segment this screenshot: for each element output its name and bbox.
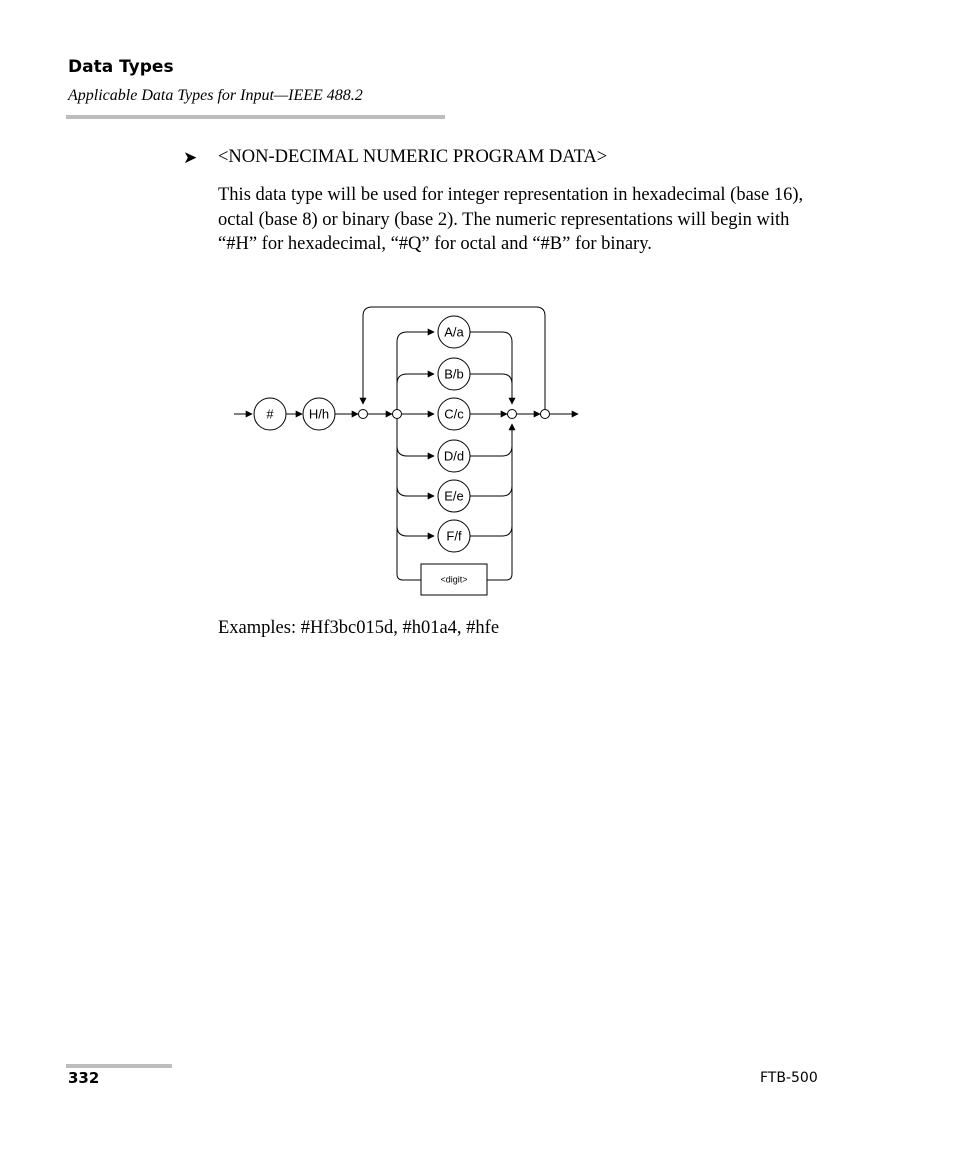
branch-d-label: D/d: [443, 448, 465, 464]
branch-b-in: [397, 374, 434, 384]
hash-label: #: [266, 406, 274, 422]
branch-a-label: A/a: [444, 324, 464, 340]
digit-label: <digit>: [440, 574, 468, 585]
branch-a-out: [470, 332, 512, 404]
product-name: FTB-500: [760, 1070, 818, 1086]
syntax-diagram: [218, 298, 598, 598]
body-paragraph: This data type will be used for integer representation in hexadecimal (base 16), octal (base 8) or binary (base 2). The numeric representations will begin with “#H” for hexadecimal, “#Q” for octal and “#B” for binary.: [218, 185, 804, 255]
footer-divider: [66, 1064, 172, 1068]
loop-end-junction: [541, 410, 550, 419]
branch-e-label: E/e: [444, 488, 464, 504]
branch-f-out: [470, 526, 512, 536]
digit-out: [487, 424, 512, 580]
left-rail-top: [397, 332, 434, 410]
branch-d-out: [470, 446, 512, 456]
branch-c-label: C/c: [444, 406, 464, 422]
branch-f-label: F/f: [446, 528, 462, 544]
branch-d-in: [397, 446, 434, 456]
branch-e-out: [470, 486, 512, 496]
left-rail: [397, 418, 421, 580]
branch-b-out: [470, 374, 512, 384]
section-subtitle: Applicable Data Types for Input—IEEE 488.2: [68, 87, 363, 104]
loop-start-junction: [359, 410, 368, 419]
branch-b-label: B/b: [444, 366, 464, 382]
branch-e-in: [397, 486, 434, 496]
examples-line: Examples: #Hf3bc015d, #h01a4, #hfe: [218, 618, 500, 638]
branch-merge-junction: [508, 410, 517, 419]
branch-f-in: [397, 526, 434, 536]
item-heading: <NON-DECIMAL NUMERIC PROGRAM DATA>: [218, 147, 608, 167]
branch-split-junction: [393, 410, 402, 419]
header-divider: [66, 115, 445, 119]
bullet-arrow-icon: ➤: [183, 148, 198, 168]
page-number: 332: [68, 1069, 100, 1087]
h-label: H/h: [308, 406, 330, 422]
section-title: Data Types: [68, 57, 174, 77]
